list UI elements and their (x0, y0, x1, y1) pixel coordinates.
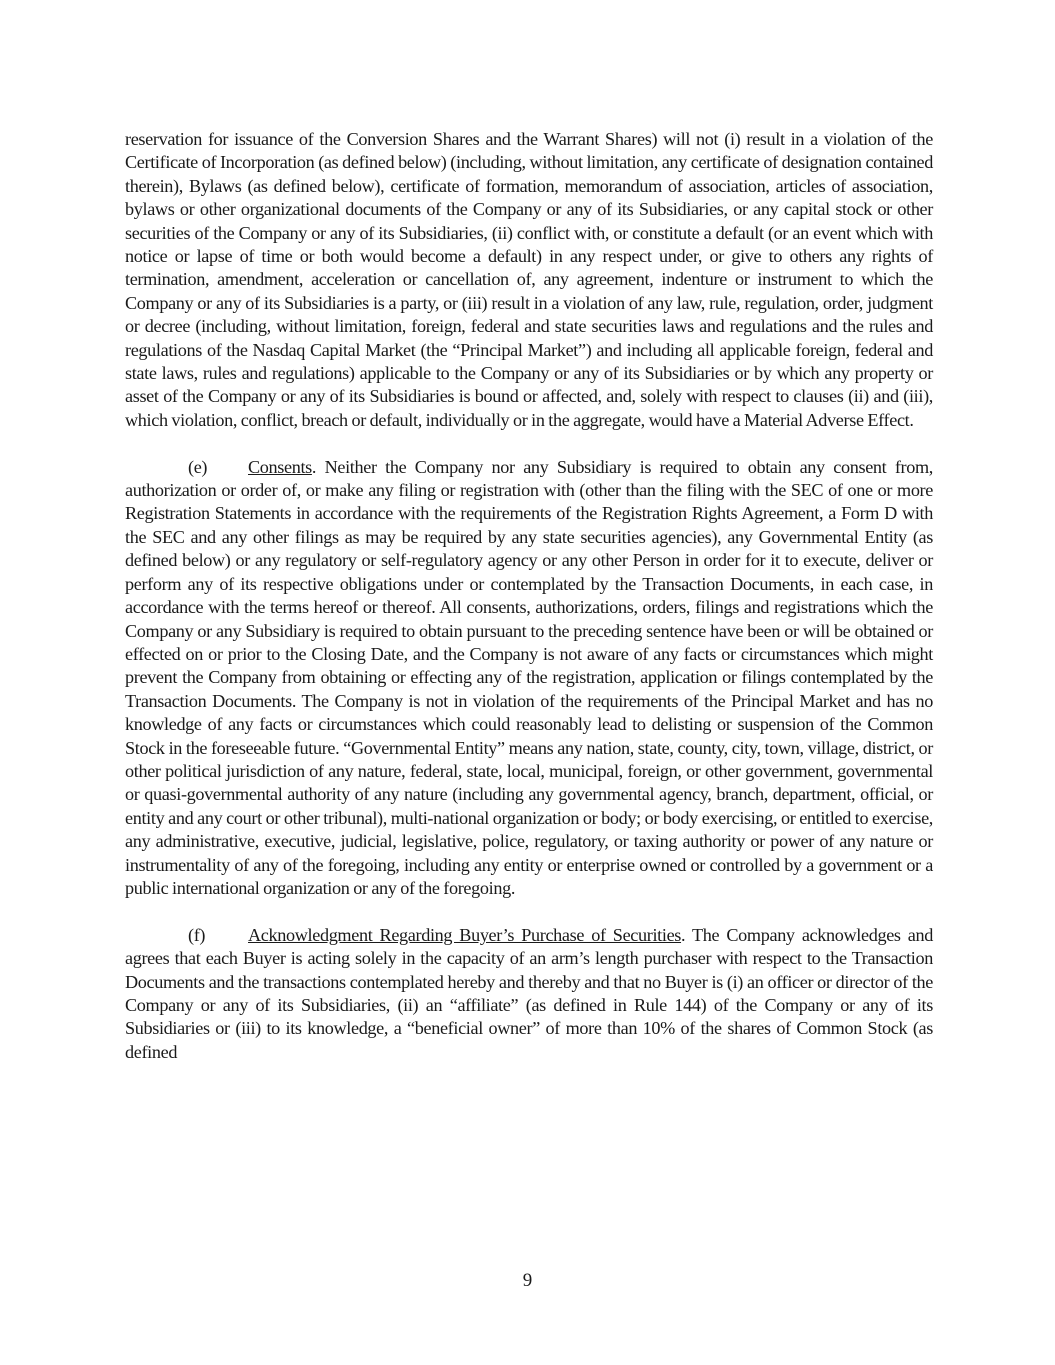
page-number: 9 (522, 1270, 533, 1291)
paragraph-text: . Neither the Company nor any Subsidiary is required to obtain any consent from, authorization or order of, or make any filing or registration with (other than the filing with the SEC of one or more Registration Statements in accordance with the requirements of the Registration Rights Agreement, a Form D with the SEC and any other filings as may be required by any state securities agencies), any Governmental Entity (as defined below) or any regulatory or self-regulatory agency or any other Person in order for it to execute, deliver or perform any of its respective obligations under or contemplated by the Transaction Documents, in each case, in accordance with the terms hereof or thereof. All consents, authorizations, orders, filings and registrations which the Company or any Subsidiary is required to obtain pursuant to the preceding sentence have been or will be obtained or effected on or prior to the Closing Date, and the Company is not aware of any facts or circumstances which might prevent the Company from obtaining or effecting any of the registration, application or filings contemplated by the Transaction Documents. The Company is not in violation of the requirements of the Principal Market and has no knowledge of any facts or circumstances which could reasonably lead to delisting or suspension of the Common Stock in the foreseeable future. “Governmental Entity” means any nation, state, county, city, town, village, district, or other political jurisdiction of any nature, federal, state, local, municipal, foreign, or other government, governmental or quasi-governmental authority of any nature (including any governmental agency, branch, department, official, or entity and any court or other tribunal), multi-national organization or body; or body exercising, or entitled to exercise, any administrative, executive, judicial, legislative, police, regulatory, or taxing authority or power of any nature or instrumentality of any of the foregoing, including any entity or enterprise owned or controlled by a government or a public international organization or any of the foregoing. (125, 456, 933, 898)
paragraph-continuation (125, 128, 933, 432)
paragraph-acknowledgment (125, 924, 933, 1064)
paragraph-text: . The Company acknowledges and agrees that each Buyer is acting solely in the capacity of an arm’s length purchaser with respect to the Transaction Documents and the transactions contemplated hereby and thereby and that no Buyer is (i) an officer or director of the Company or any of its Subsidiaries, (ii) an “affiliate” (as defined in Rule 144) of the Company or any of its Subsidiaries or (iii) to its knowledge, a “beneficial owner” of more than 10% of the shares of Common Stock (as defined (125, 924, 933, 1062)
paragraph-text: reservation for issuance of the Conversion Shares and the Warrant Shares) will not (i) result in a violation of the Certificate of Incorporation (as defined below) (including, without limitation, any certificate of designation contained therein), Bylaws (as defined below), certificate of formation, memorandum of association, articles of association, bylaws or other organizational documents of the Company or any of its Subsidiaries, or any capital stock or other securities of the Company or any of its Subsidiaries, (ii) conflict with, or constitute a default (or an event which with notice or lapse of time or both would become a default) in any respect under, or give to others any rights of termination, amendment, acceleration or cancellation of, any agreement, indenture or instrument to which the Company or any of its Subsidiaries is a party, or (iii) result in a violation of any law, rule, regulation, order, judgment or decree (including, without limitation, foreign, federal and state securities laws and regulations and the rules and regulations of the Nasdaq Capital Market (the “Principal Market”) and including all applicable foreign, federal and state laws, rules and regulations) applicable to the Company or any of its Subsidiaries or by which any property or asset of the Company or any of its Subsidiaries is bound or affected, and, solely with respect to clauses (ii) and (iii), which violation, conflict, breach or default, individually or in the aggregate, would have a Material Adverse Effect. (125, 129, 933, 430)
paragraph-consents (125, 456, 933, 901)
section-label: (e) (188, 456, 208, 477)
section-heading: Acknowledgment Regarding Buyer’s Purchase of Securities (248, 924, 682, 945)
section-heading: Consents (248, 456, 312, 477)
section-label: (f) (188, 924, 206, 945)
document-page (125, 128, 933, 1088)
